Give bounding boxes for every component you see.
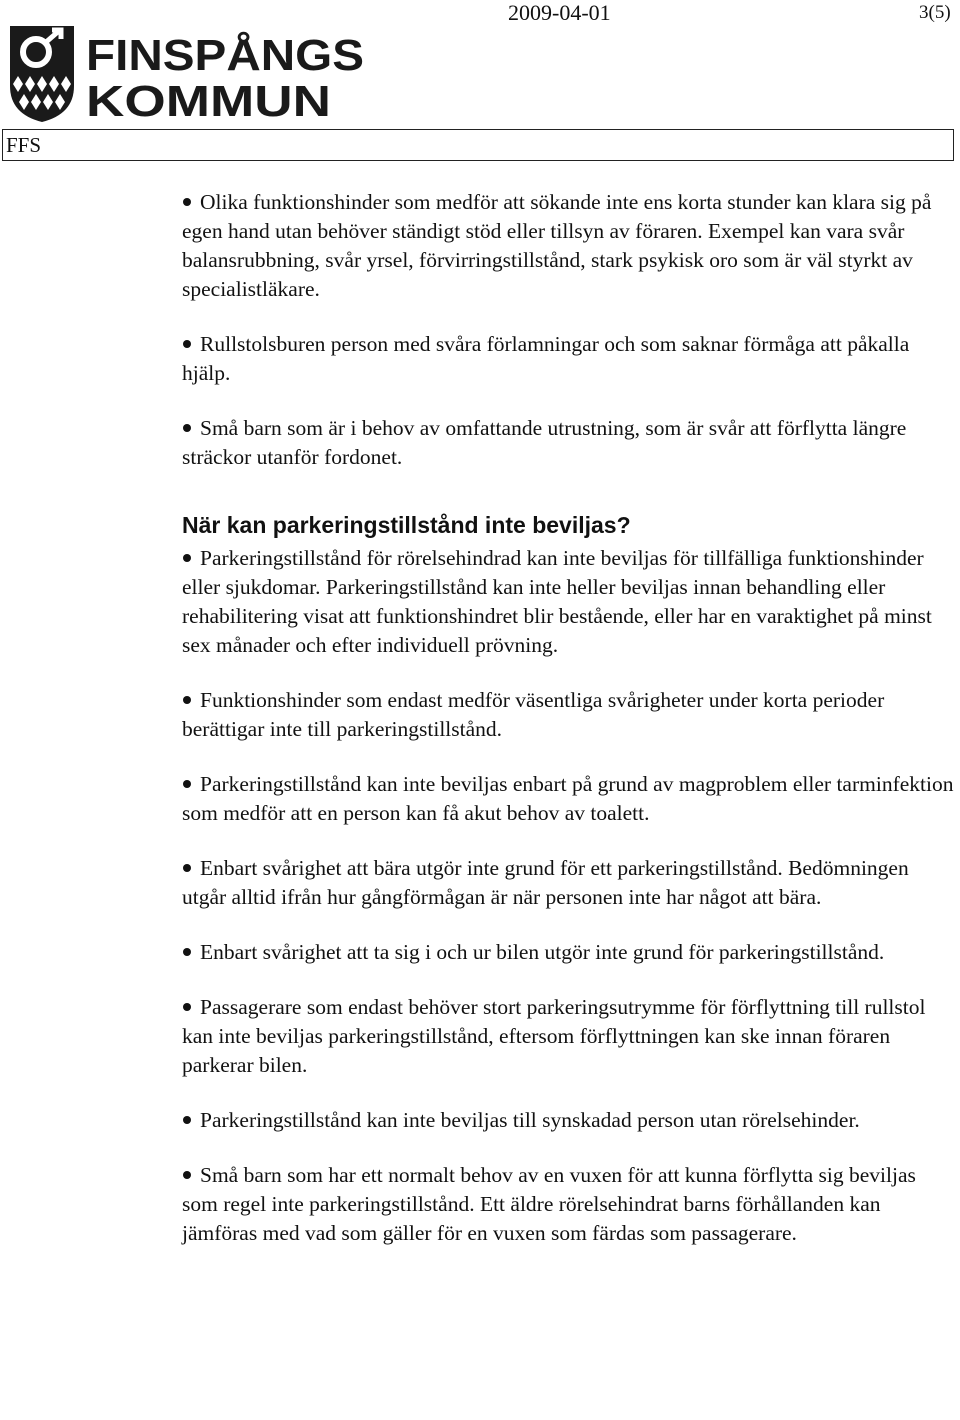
list-item [182,993,957,1080]
page-number: 3(5) [919,2,951,23]
org-name-line2: KOMMUN [86,77,331,124]
list-item [182,1106,957,1135]
list-item [182,686,957,744]
list-item [182,854,957,912]
list-item [182,330,957,388]
list-item-text: Passagerare som endast behöver stort parkeringsutrymme för förflyttning till rullstol kan inte beviljas parkeringstillstånd, eftersom förflyttningen kan ske innan föraren parkerar bilen. [182,995,926,1077]
list-item-text: Parkeringstillstånd för rörelsehindrad kan inte beviljas för tillfälliga funktionshinder eller sjukdomar. Parkeringstillstånd kan inte heller beviljas innan behandling eller rehabilitering visat att funktionshindret blir bestående, eller har en varaktighet på minst sex månader och efter individuell prövning. [182,546,932,657]
list-item-text: Rullstolsburen person med svåra förlamningar och som saknar förmåga att påkalla hjälp. [182,332,910,385]
finspangs-kommun-logo [8,24,368,124]
bullet-dot-icon [183,864,191,872]
list-item-text: Små barn som har ett normalt behov av en vuxen för att kunna förflytta sig beviljas som regel inte parkeringstillstånd. Ett äldre rörelsehindrat barns förhållanden kan jämföras med vad som gäller för en vuxen som färdas som passagerare. [182,1163,916,1245]
list-item-text: Parkeringstillstånd kan inte beviljas till synskadad person utan rörelsehinder. [200,1108,860,1132]
list-item-text: Enbart svårighet att ta sig i och ur bilen utgör inte grund för parkeringstillstånd. [200,940,885,964]
bullet-dot-icon [183,198,191,206]
list-item-text: Olika funktionshinder som medför att sökande inte ens korta stunder kan klara sig på egen hand utan behöver ständigt stöd eller tillsyn av föraren. Exempel kan vara svår balansrubbning, svår yrsel, förvirringstillstånd, stark psykisk oro som är väl styrkt av specialistläkare. [182,190,932,301]
list-item [182,544,957,660]
list-item [182,188,957,304]
list-item [182,938,957,967]
bullet-dot-icon [183,948,191,956]
bullet-dot-icon [183,340,191,348]
bullet-dot-icon [183,780,191,788]
department-box [2,129,954,161]
bullet-dot-icon [183,424,191,432]
org-name-line1: FINSPÅNGS [86,31,364,80]
document-date: 2009-04-01 [508,0,611,25]
bullet-dot-icon [183,1171,191,1179]
department-label: FFS [6,133,42,157]
list-item-text: Enbart svårighet att bära utgör inte grund för ett parkeringstillstånd. Bedömningen utgår alltid ifrån hur gångförmågan är när personen inte har något att bära. [182,856,909,909]
list-item [182,770,957,828]
section-heading: När kan parkeringstillstånd inte beviljas? [182,512,631,538]
bullet-dot-icon [183,1116,191,1124]
top-bullet-list [182,188,957,472]
list-item-text: Små barn som är i behov av omfattande utrustning, som är svår att förflytta längre sträckor utanför fordonet. [182,416,907,469]
page-header [0,0,960,165]
bullet-dot-icon [183,1003,191,1011]
municipal-coat-of-arms-icon [10,26,74,122]
document-body [182,188,957,1274]
list-item [182,414,957,472]
list-item-text: Parkeringstillstånd kan inte beviljas enbart på grund av magproblem eller tarminfektion som medför att en person kan få akut behov av toalett. [182,772,954,825]
list-item-text: Funktionshinder som endast medför väsentliga svårigheter under korta perioder berättigar inte till parkeringstillstånd. [182,688,885,741]
bullet-dot-icon [183,696,191,704]
bottom-bullet-list [182,544,957,1248]
bullet-dot-icon [183,554,191,562]
list-item [182,1161,957,1248]
